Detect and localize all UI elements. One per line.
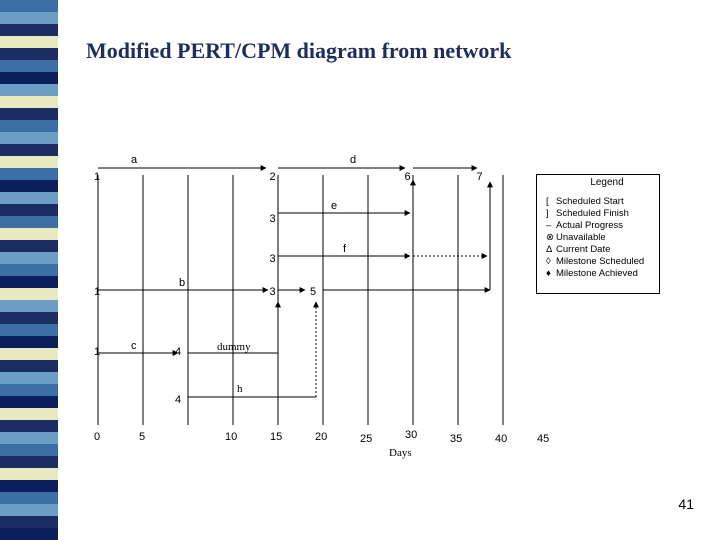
legend-text: Unavailable xyxy=(556,232,606,243)
node-n1c: 1 xyxy=(94,346,101,358)
axis-tick-label: 15 xyxy=(270,431,283,443)
legend-box xyxy=(536,174,660,294)
node-n4a: 4 xyxy=(175,346,182,358)
activity-labels xyxy=(131,154,356,395)
axis-tick-label: 20 xyxy=(315,431,328,443)
node-n7: 7 xyxy=(476,171,483,183)
node-n6: 6 xyxy=(404,171,411,183)
legend-item xyxy=(546,220,659,232)
node-n4b: 4 xyxy=(175,394,182,406)
activity-label-h: h xyxy=(237,383,243,395)
activity-label-b: b xyxy=(179,277,186,289)
axis-tick-label: 5 xyxy=(139,431,146,443)
legend-symbol: ] xyxy=(546,208,549,219)
legend-list xyxy=(537,196,659,280)
legend-text: Scheduled Finish xyxy=(556,208,629,219)
activity-arrows xyxy=(98,168,490,397)
legend-item xyxy=(546,268,659,280)
slide-number: 41 xyxy=(678,496,694,512)
legend-item xyxy=(546,244,659,256)
node-n3b: 3 xyxy=(269,253,276,265)
legend-item xyxy=(546,208,659,220)
node-n3a: 3 xyxy=(269,213,276,225)
legend-symbol: ◊ xyxy=(546,256,551,267)
node-n1a: 1 xyxy=(94,171,101,183)
node-n2: 2 xyxy=(269,171,276,183)
legend-text: Current Date xyxy=(556,244,611,255)
legend-title: Legend xyxy=(590,177,624,188)
legend-text: Scheduled Start xyxy=(556,196,624,207)
legend-symbol: – xyxy=(546,220,552,231)
node-n1b: 1 xyxy=(94,286,101,298)
legend-symbol: [ xyxy=(546,196,549,207)
axis-title: Days xyxy=(389,447,412,459)
activity-label-dummy: dummy xyxy=(217,341,251,353)
axis-tick-label: 45 xyxy=(537,433,550,445)
day-axis xyxy=(94,429,549,459)
legend-symbol: Δ xyxy=(546,244,553,255)
axis-tick-label: 25 xyxy=(360,433,373,445)
legend-symbol: ♦ xyxy=(546,268,551,279)
activity-label-f: f xyxy=(343,243,347,255)
axis-tick-label: 30 xyxy=(405,429,418,441)
axis-tick-label: 35 xyxy=(450,433,463,445)
axis-tick-label: 40 xyxy=(495,433,508,445)
legend-item xyxy=(546,232,659,244)
axis-tick-label: 0 xyxy=(94,431,101,443)
node-n3c: 3 xyxy=(269,286,276,298)
legend-text: Milestone Achieved xyxy=(556,268,638,279)
activity-label-e: e xyxy=(331,200,338,212)
node-n5: 5 xyxy=(310,286,317,298)
axis-tick-label: 10 xyxy=(225,431,238,443)
activity-label-c: c xyxy=(131,340,137,352)
legend-text: Actual Progress xyxy=(556,220,624,231)
nodes xyxy=(94,171,483,406)
activity-label-a: a xyxy=(131,154,138,166)
legend-item xyxy=(546,196,659,208)
legend-symbol: ⊗ xyxy=(546,232,554,243)
legend-text: Milestone Scheduled xyxy=(556,256,645,267)
activity-label-d: d xyxy=(350,154,357,166)
slide-title: Modified PERT/CPM diagram from network xyxy=(86,38,512,63)
legend-item xyxy=(546,256,659,268)
